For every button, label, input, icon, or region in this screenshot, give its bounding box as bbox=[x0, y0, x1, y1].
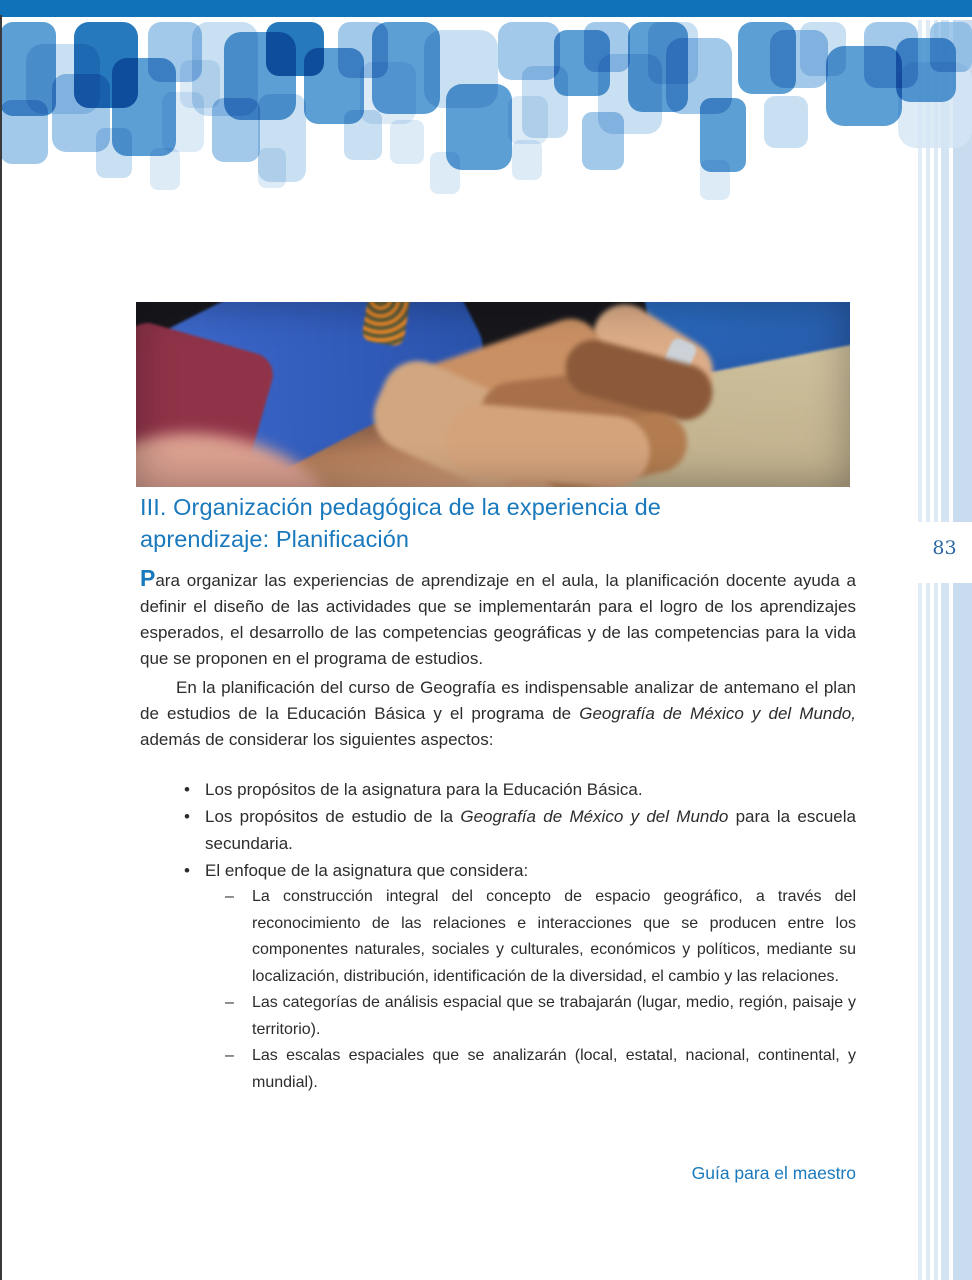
sub-list-item bbox=[140, 884, 856, 990]
page-number: 83 bbox=[932, 537, 957, 559]
paragraph-1-text: ara organizar las experiencias de aprendizaje en el aula, la planificación docente ayuda a definir el diseño de las actividades que se implementarán para el logro de los aprendizajes esperados, el desarrollo de las competencias geográficas y de las competencias para la vida que se proponen en el programa de estudios. bbox=[140, 571, 856, 668]
mosaic-tile bbox=[74, 22, 138, 108]
paragraph-1 bbox=[140, 567, 856, 672]
dash-icon: – bbox=[225, 994, 234, 1011]
paragraph-2-pre: En la planificación del curso de Geografía es indispensable analizar de antemano el plan de estudios de la Educación Básica y el programa de bbox=[140, 678, 856, 723]
mosaic-tile bbox=[258, 148, 286, 188]
mosaic-tile bbox=[360, 62, 416, 124]
photo-vignette bbox=[136, 302, 850, 487]
mosaic-tile bbox=[192, 22, 258, 116]
mosaic-tile bbox=[700, 98, 746, 172]
mosaic-tile bbox=[112, 58, 176, 156]
mosaic-tile bbox=[508, 96, 548, 144]
bullet-icon: • bbox=[184, 807, 190, 826]
mosaic-tile bbox=[666, 38, 732, 114]
bullet-icon: • bbox=[184, 780, 190, 799]
stripe bbox=[953, 583, 972, 1280]
mosaic-tile bbox=[764, 96, 808, 148]
paragraph-2-italic: Geografía de México y del Mundo, bbox=[579, 704, 856, 723]
mosaic-tile bbox=[826, 46, 902, 126]
mosaic-tile bbox=[162, 92, 204, 152]
sub-list-item bbox=[140, 990, 856, 1043]
mosaic-tile bbox=[424, 30, 498, 108]
mosaic-tile bbox=[584, 22, 630, 72]
mosaic-tile bbox=[0, 100, 48, 164]
mosaic-tile bbox=[180, 60, 220, 108]
list-item-text: para la escuela secundaria. bbox=[205, 807, 856, 853]
list-item-italic: Geografía de México y del Mundo bbox=[460, 807, 729, 826]
stripe bbox=[953, 20, 972, 522]
mosaic-tile bbox=[864, 22, 918, 88]
mosaic-tile bbox=[512, 140, 542, 180]
mosaic-tile bbox=[554, 30, 610, 96]
mosaic-tile bbox=[648, 22, 698, 84]
stripe bbox=[941, 20, 949, 522]
paragraph-2 bbox=[140, 675, 856, 753]
mosaic-tile bbox=[266, 22, 324, 76]
stripe bbox=[934, 583, 938, 1280]
mosaic-tile bbox=[148, 22, 202, 82]
mosaic-tile bbox=[738, 22, 796, 94]
dropcap: P bbox=[140, 565, 156, 591]
sub-list-item-text: Las categorías de análisis espacial que se trabajarán (lugar, medio, región, paisaje y territorio). bbox=[252, 994, 856, 1038]
mosaic-tile bbox=[522, 66, 568, 138]
mosaic-tile bbox=[598, 54, 662, 134]
teamwork-hands-photo bbox=[136, 302, 850, 487]
mosaic-tile bbox=[0, 22, 56, 116]
mosaic-tile bbox=[96, 128, 132, 178]
dash-icon: – bbox=[225, 1047, 234, 1064]
stripe bbox=[926, 20, 930, 522]
stripe bbox=[926, 583, 930, 1280]
paragraph-2-post: además de considerar los siguientes aspectos: bbox=[140, 730, 494, 749]
mosaic-tile bbox=[150, 148, 180, 190]
stripe bbox=[918, 20, 922, 522]
list-item bbox=[140, 803, 856, 857]
header-bar bbox=[0, 0, 972, 17]
list-item-text: Los propósitos de la asignatura para la Educación Básica. bbox=[205, 780, 643, 799]
list-item-text: El enfoque de la asignatura que considera: bbox=[205, 861, 529, 880]
mosaic-tile bbox=[446, 84, 512, 170]
stripe bbox=[918, 583, 922, 1280]
footer-text: Guía para el maestro bbox=[691, 1163, 856, 1183]
stripe bbox=[941, 583, 949, 1280]
bullet-icon: • bbox=[184, 861, 190, 880]
mosaic-tile bbox=[498, 22, 560, 80]
mosaic-tile bbox=[800, 22, 846, 76]
mosaic-tile bbox=[390, 120, 424, 164]
mosaic-tile bbox=[700, 160, 730, 200]
sub-list-item bbox=[140, 1043, 856, 1096]
mosaic-tile bbox=[26, 44, 100, 114]
mosaic-tile bbox=[52, 74, 110, 152]
mosaic-tile bbox=[770, 30, 828, 88]
mosaic-tile bbox=[344, 110, 382, 160]
sub-list-item-text: La construcción integral del concepto de espacio geográfico, a través del reconocimiento de las relaciones e interacciones que se producen entre los componentes naturales, sociales y culturales, económicos y políticos, mediante su localización, distribución, identificación de la diversidad, el cambio y las relaciones. bbox=[252, 888, 856, 985]
mosaic-tile bbox=[212, 98, 260, 162]
main-content bbox=[140, 492, 856, 1096]
mosaic-tile bbox=[430, 152, 460, 194]
header-mosaic-decor bbox=[0, 0, 972, 230]
mosaic-tile bbox=[338, 22, 388, 78]
mosaic-tile bbox=[582, 112, 624, 170]
right-stripes-top bbox=[917, 20, 972, 522]
page-title-line1: III. Organización pedagógica de la experiencia de bbox=[140, 494, 661, 520]
list-item-text: Los propósitos de estudio de la bbox=[205, 807, 461, 826]
sub-bullet-list bbox=[140, 884, 856, 1096]
dash-icon: – bbox=[225, 888, 234, 905]
mosaic-tile bbox=[304, 48, 364, 124]
page-title bbox=[140, 492, 856, 555]
mosaic-tile bbox=[628, 22, 688, 112]
scan-edge-line bbox=[0, 15, 2, 1280]
bullet-list bbox=[140, 776, 856, 884]
list-item bbox=[140, 857, 856, 884]
mosaic-tile bbox=[372, 22, 440, 114]
right-stripes-bottom bbox=[917, 583, 972, 1280]
list-item bbox=[140, 776, 856, 803]
stripe bbox=[934, 20, 938, 522]
mosaic-tile bbox=[224, 32, 296, 120]
mosaic-tile bbox=[258, 94, 306, 182]
sub-list-item-text: Las escalas espaciales que se analizarán (local, estatal, nacional, continental, y mundial). bbox=[252, 1047, 856, 1091]
page-title-line2: aprendizaje: Planificación bbox=[140, 525, 410, 552]
